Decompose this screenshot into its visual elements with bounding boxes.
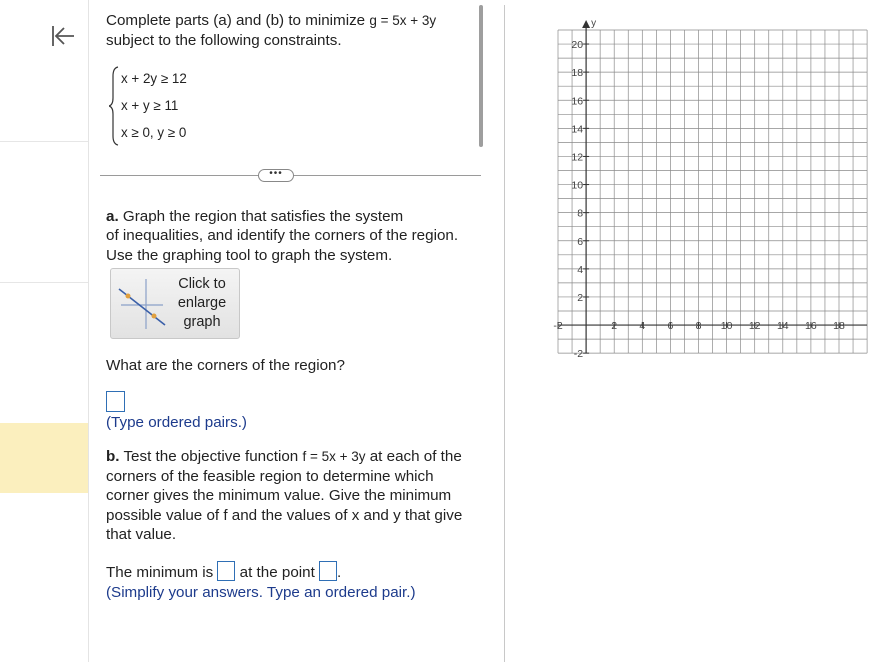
x-tick-label: 10 <box>720 320 733 333</box>
x-tick-label: 4 <box>639 320 646 333</box>
intro-line-2: subject to the following constraints. <box>106 32 342 49</box>
y-tick-label: 6 <box>577 235 584 248</box>
corners-hint: (Type ordered pairs.) <box>106 414 247 431</box>
x-tick-label: 16 <box>805 320 817 333</box>
corners-answer-row <box>106 391 125 414</box>
scrollbar-thumb[interactable] <box>479 5 483 147</box>
part-a-text: Graph the region that satisfies the system <box>122 208 404 225</box>
y-axis-arrow <box>582 20 590 28</box>
enlarge-text-2: enlarge <box>177 295 227 311</box>
y-tick-label: 14 <box>571 123 584 136</box>
part-a-line-1 <box>106 207 403 227</box>
part-b-text-end: at each of the <box>369 448 462 465</box>
constraint-2: x + y ≥ 11 <box>121 98 179 113</box>
answer-period: . <box>337 564 342 581</box>
enlarge-graph-label <box>169 275 235 332</box>
point-label: at the point <box>239 564 315 581</box>
expand-more-button[interactable]: ••• <box>258 169 294 182</box>
enlarge-text-1: Click to <box>178 276 226 292</box>
left-sidebar <box>0 0 89 662</box>
part-b-line-4: possible value of f and the values of x and y that give <box>106 507 463 524</box>
point-answer-box[interactable] <box>319 561 337 581</box>
sidebar-highlighted-item[interactable] <box>0 423 88 493</box>
x-tick-label: 18 <box>833 320 845 333</box>
y-tick-label: -2 <box>573 348 584 357</box>
part-a-line-3: Use the graphing tool to graph the system. <box>106 247 393 264</box>
y-tick-label: 20 <box>571 39 584 52</box>
constraint-3: x ≥ 0, y ≥ 0 <box>121 125 187 140</box>
corners-answer-box[interactable] <box>106 391 125 412</box>
y-axis-label: y <box>591 18 597 29</box>
y-tick-label: 10 <box>571 179 584 192</box>
intro-line-1 <box>106 11 436 31</box>
minimum-answer-row <box>106 561 341 583</box>
enlarge-graph-button[interactable] <box>110 268 240 339</box>
objective-f: f = 5x + 3y <box>302 449 366 464</box>
y-tick-label: 12 <box>571 151 584 164</box>
x-tick-label: -2 <box>553 320 563 333</box>
coordinate-graph[interactable] <box>540 12 870 357</box>
enlarge-text-3: graph <box>183 314 221 330</box>
objective-g: g = 5x + 3y <box>369 13 437 28</box>
part-a-line-2: of inequalities, and identify the corners of the region. <box>106 227 459 244</box>
constraint-1: x + 2y ≥ 12 <box>121 71 187 86</box>
graph-thumbnail-icon <box>117 275 167 331</box>
intro-text: Complete parts (a) and (b) to minimize <box>106 12 366 29</box>
part-a-label: a. <box>106 208 119 225</box>
minimum-value-box[interactable] <box>217 561 235 581</box>
y-tick-label: 8 <box>577 207 584 220</box>
part-b-line-2: corners of the feasible region to determine which <box>106 468 434 485</box>
minimum-label: The minimum is <box>106 564 214 581</box>
y-tick-label: 2 <box>577 291 584 304</box>
x-tick-label: 14 <box>776 320 789 333</box>
pane-divider <box>504 5 505 662</box>
part-b-text: Test the objective function <box>123 448 299 465</box>
y-tick-label: 18 <box>571 67 584 80</box>
sidebar-divider <box>0 141 88 142</box>
x-tick-label: 2 <box>611 320 618 333</box>
corners-question: What are the corners of the region? <box>106 357 345 374</box>
y-tick-label: 16 <box>571 95 584 108</box>
x-tick-label: 8 <box>695 320 702 333</box>
x-tick-label: 12 <box>748 320 761 333</box>
part-b-line-3: corner gives the minimum value. Give the minimum <box>106 487 452 504</box>
part-b-line-5: that value. <box>106 526 177 543</box>
y-tick-label: 4 <box>577 263 584 276</box>
sidebar-divider <box>0 282 88 283</box>
part-b-line-1 <box>106 447 462 467</box>
x-tick-label: 6 <box>667 320 674 333</box>
minimum-hint: (Simplify your answers. Type an ordered pair.) <box>106 584 416 601</box>
collapse-left-icon[interactable] <box>50 24 76 48</box>
part-b-label: b. <box>106 448 120 465</box>
